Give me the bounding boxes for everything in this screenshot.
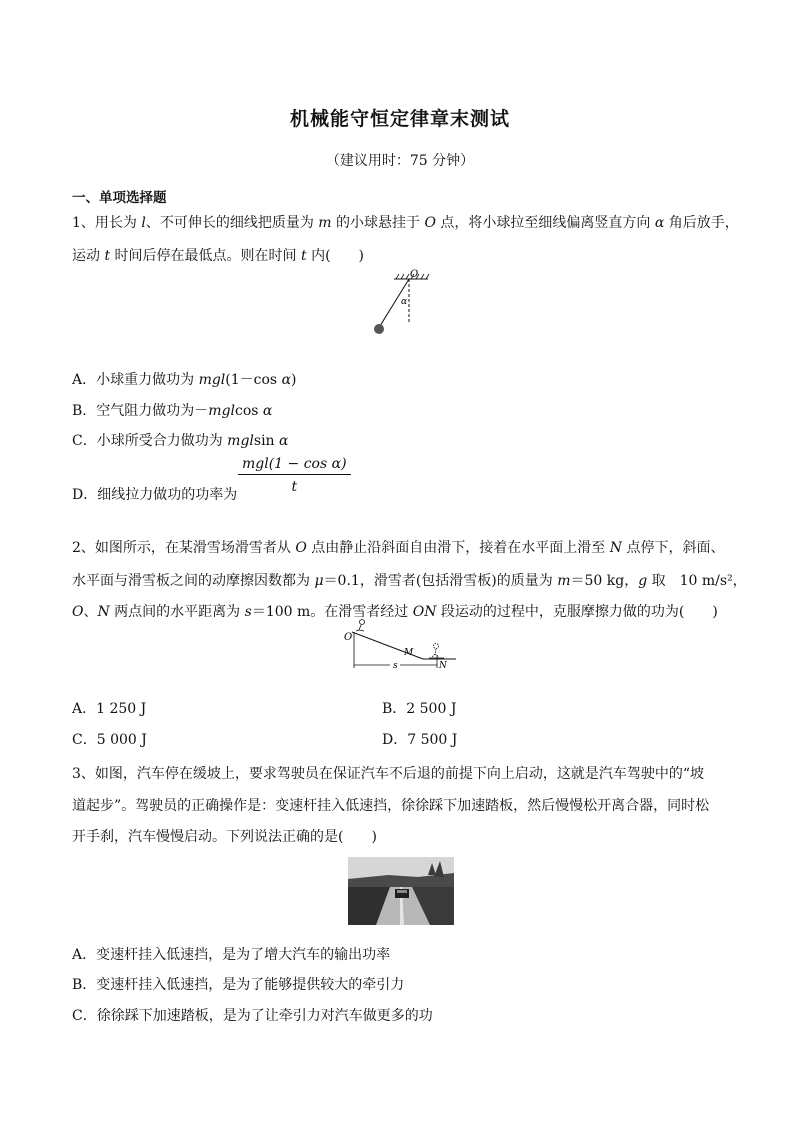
q1-stem-line1	[72, 212, 739, 232]
math-variable: O	[72, 604, 84, 620]
math-variable: N	[609, 540, 622, 556]
q3-option-c[interactable]: C．徐徐踩下加速踏板，是为了让牵引力对汽车做更多的功	[72, 1008, 433, 1024]
text-run: ＝50 kg，	[570, 573, 639, 589]
math-variable: N	[97, 604, 110, 620]
text-run: )	[291, 372, 297, 388]
text-run: C．小球所受合力做功为	[72, 433, 228, 449]
math-variable: mgl	[208, 403, 236, 419]
q2-option-b[interactable]: B．2 500 J	[382, 701, 457, 717]
text-run: 点停下，斜面、	[622, 540, 725, 556]
text-run: ＝100 m。在滑雪者经过	[251, 604, 413, 620]
page-title: 机械能守恒定律章末测试	[289, 108, 510, 130]
math-variable: t	[301, 248, 307, 264]
section-heading: 一、单项选择题	[72, 190, 167, 206]
q2-ski-slope-figure	[338, 618, 463, 674]
q3-car-on-slope-photo	[348, 857, 454, 925]
math-variable: α	[262, 403, 273, 419]
q2-fig-label-o: O	[344, 632, 353, 643]
math-variable: m	[318, 215, 332, 231]
text-run: 运动	[72, 248, 105, 264]
q2-option-d[interactable]: D．7 500 J	[382, 732, 458, 748]
text-run: ＝0.1，滑雪者(包括滑雪板)的质量为	[323, 573, 558, 589]
math-variable: O	[295, 540, 307, 556]
fraction-denominator: t	[291, 479, 298, 495]
q2-fig-label-s: s	[393, 661, 398, 671]
text-run: A．小球重力做功为	[72, 372, 199, 388]
text-run: 两点间的水平距离为	[109, 604, 245, 620]
q2-stem-line2	[72, 570, 747, 590]
text-run: (1－cos	[225, 372, 282, 388]
text-run: 角后放手，	[664, 215, 739, 231]
q2-fig-label-n: N	[439, 661, 447, 671]
math-variable: α	[654, 215, 665, 231]
math-variable: α	[279, 433, 289, 449]
q2-fig-label-m: M	[404, 648, 414, 658]
math-variable: μ	[314, 573, 324, 589]
math-variable: g	[638, 573, 648, 589]
text-run: 水平面与滑雪板之间的动摩擦因数都为	[72, 573, 315, 589]
text-run: 内( )	[306, 248, 365, 264]
page-subtitle: （建议用时：75 分钟）	[325, 153, 475, 169]
text-run: 1、用长为	[72, 215, 142, 231]
math-variable: mgl	[198, 372, 226, 388]
text-run: 时间后停在最低点。则在时间	[110, 248, 301, 264]
text-run: 点，将小球拉至细线偏离竖直方向	[435, 215, 655, 231]
math-variable: t	[104, 248, 111, 264]
text-run: B．空气阻力做功为－	[72, 403, 209, 419]
text-run: 取 10 m/s²，	[647, 573, 747, 589]
text-run: 的小球悬挂于	[331, 215, 425, 231]
text-run: 点由静止沿斜面自由滑下，接着在水平面上滑至	[306, 540, 610, 556]
q3-stem-line1: 3、如图，汽车停在缓坡上，要求驾驶员在保证汽车不后退的前提下向上启动，这就是汽车驾驶中的“坡	[72, 766, 705, 782]
text-run: 2、如图所示，在某滑雪场滑雪者从	[72, 540, 296, 556]
text-run: 、不可伸长的细线把质量为	[145, 215, 319, 231]
math-variable: α	[281, 372, 292, 388]
q3-option-b[interactable]: B．变速杆挂入低速挡，是为了能够提供较大的牵引力	[72, 977, 405, 993]
math-variable: s	[244, 604, 252, 620]
text-run: 、	[83, 604, 98, 620]
q1-fig-label-alpha: α	[401, 297, 408, 307]
q1-fig-label-o: O	[410, 269, 419, 280]
math-variable: O	[424, 215, 436, 231]
q1-stem-line2	[72, 245, 364, 265]
text-run: 段运动的过程中，克服摩擦力做的功为( )	[436, 604, 718, 620]
q1-option-c[interactable]	[72, 430, 289, 450]
text-run: sin	[253, 433, 280, 449]
math-variable: ON	[412, 604, 437, 620]
q3-stem-line2: 道起步”。驾驶员的正确操作是：变速杆挂入低速挡，徐徐踩下加速踏板，然后慢慢松开离合器，同时松	[72, 798, 710, 814]
q1-pendulum-figure	[360, 268, 440, 340]
math-variable: l	[141, 215, 146, 231]
q1-option-d-fraction	[238, 456, 351, 495]
math-variable: m	[557, 573, 571, 589]
q2-option-a[interactable]: A．1 250 J	[72, 701, 147, 717]
text-run: cos	[235, 403, 263, 419]
fraction-numerator: mgl(1 − cos α)	[238, 456, 351, 475]
q2-stem-line1	[72, 537, 724, 557]
q1-option-b[interactable]	[72, 400, 272, 420]
q3-option-a[interactable]: A．变速杆挂入低速挡，是为了增大汽车的输出功率	[72, 947, 391, 963]
math-variable: mgl	[227, 433, 254, 449]
q3-stem-line3: 开手刹，汽车慢慢启动。下列说法正确的是( )	[72, 829, 377, 845]
q1-option-a[interactable]	[72, 369, 297, 389]
q1-option-d[interactable]: D．细线拉力做功的功率为	[72, 487, 238, 503]
q2-option-c[interactable]: C．5 000 J	[72, 732, 147, 748]
